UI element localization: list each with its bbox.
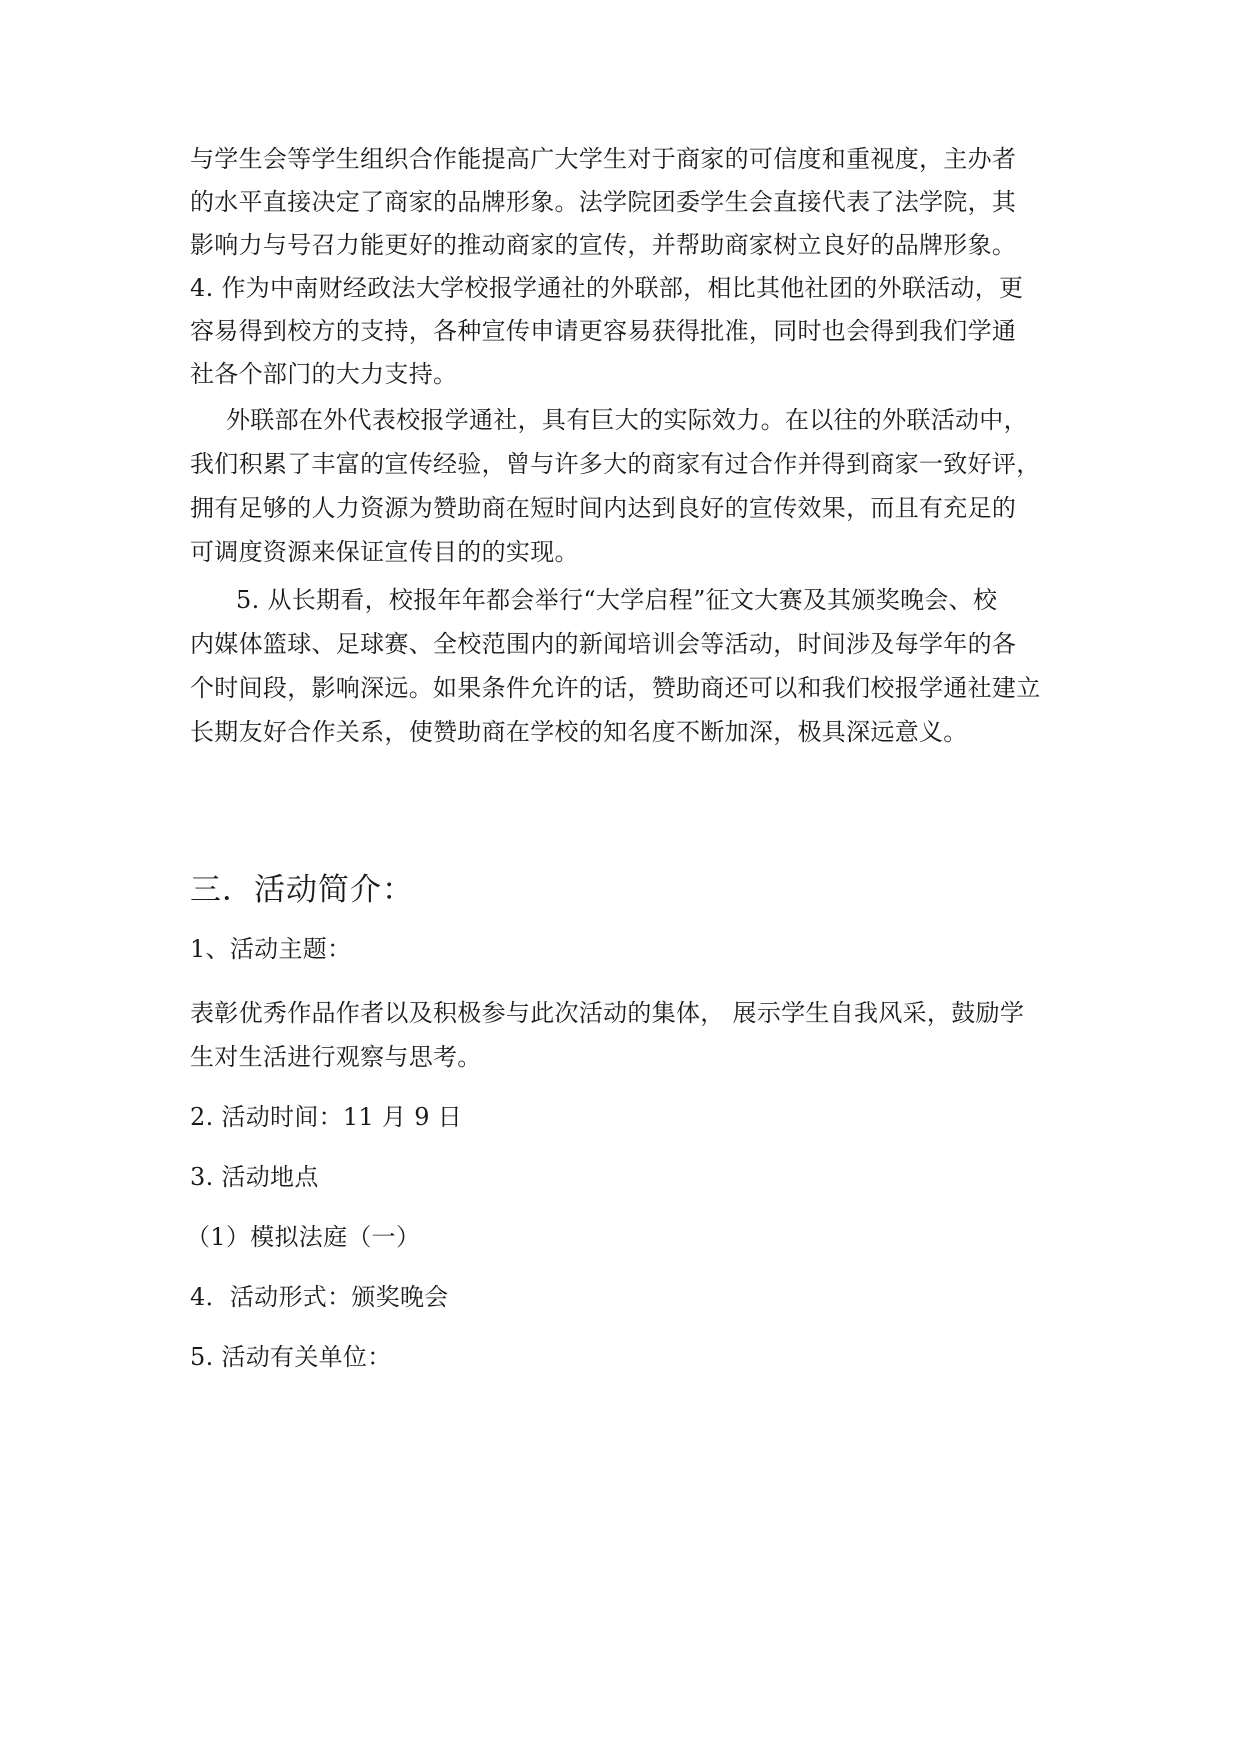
point-4-line-3: 社各个部门的大力支持。 xyxy=(190,360,458,388)
activity-form: 4．活动形式：颁奖晚会 xyxy=(190,1283,449,1311)
point-5-line-4: 长期友好合作关系，使赞助商在学校的知名度不断加深，极具深远意义。 xyxy=(190,718,968,746)
intro-line-2: 的水平直接决定了商家的品牌形象。法学院团委学生会直接代表了法学院，其 xyxy=(190,188,1017,216)
outreach-line-3: 拥有足够的人力资源为赞助商在短时间内达到良好的宣传效果，而且有充足的 xyxy=(190,494,1017,522)
activity-units-label: 5. 活动有关单位： xyxy=(190,1343,392,1371)
activity-location-item: （1）模拟法庭（一） xyxy=(186,1223,421,1251)
theme-line-2: 生对生活进行观察与思考。 xyxy=(190,1043,482,1071)
intro-line-3: 影响力与号召力能更好的推动商家的宣传，并帮助商家树立良好的品牌形象。 xyxy=(190,231,1017,259)
point-5-line-3: 个时间段，影响深远。如果条件允许的话，赞助商还可以和我们校报学通社建立 xyxy=(190,674,1041,702)
outreach-line-4: 可调度资源来保证宣传目的的实现。 xyxy=(190,538,579,566)
point-5-line-2: 内媒体篮球、足球赛、全校范围内的新闻培训会等活动，时间涉及每学年的各 xyxy=(190,630,1017,658)
point-4-line-2: 容易得到校方的支持，各种宣传申请更容易获得批准，同时也会得到我们学通 xyxy=(190,317,1017,345)
activity-location-label: 3. 活动地点 xyxy=(190,1163,319,1191)
section-three-heading: 三．活动简介： xyxy=(190,872,414,908)
theme-line-1: 表彰优秀作品作者以及积极参与此次活动的集体， 展示学生自我风采，鼓励学 xyxy=(190,999,1025,1027)
intro-line-1: 与学生会等学生组织合作能提高广大学生对于商家的可信度和重视度，主办者 xyxy=(190,145,1017,173)
outreach-line-1: 外联部在外代表校报学通社，具有巨大的实际效力。在以往的外联活动中， xyxy=(226,406,1028,434)
outreach-line-2: 我们积累了丰富的宣传经验，曾与许多大的商家有过合作并得到商家一致好评， xyxy=(190,450,1041,478)
point-4-line-1: 4. 作为中南财经政法大学校报学通社的外联部，相比其他社团的外联活动，更 xyxy=(190,274,1024,302)
point-5-line-1: 5. 从长期看，校报年年都会举行“大学启程”征文大赛及其颁奖晚会、校 xyxy=(236,586,998,614)
activity-time: 2. 活动时间：11 月 9 日 xyxy=(190,1103,463,1131)
theme-label: 1、活动主题： xyxy=(190,935,352,963)
